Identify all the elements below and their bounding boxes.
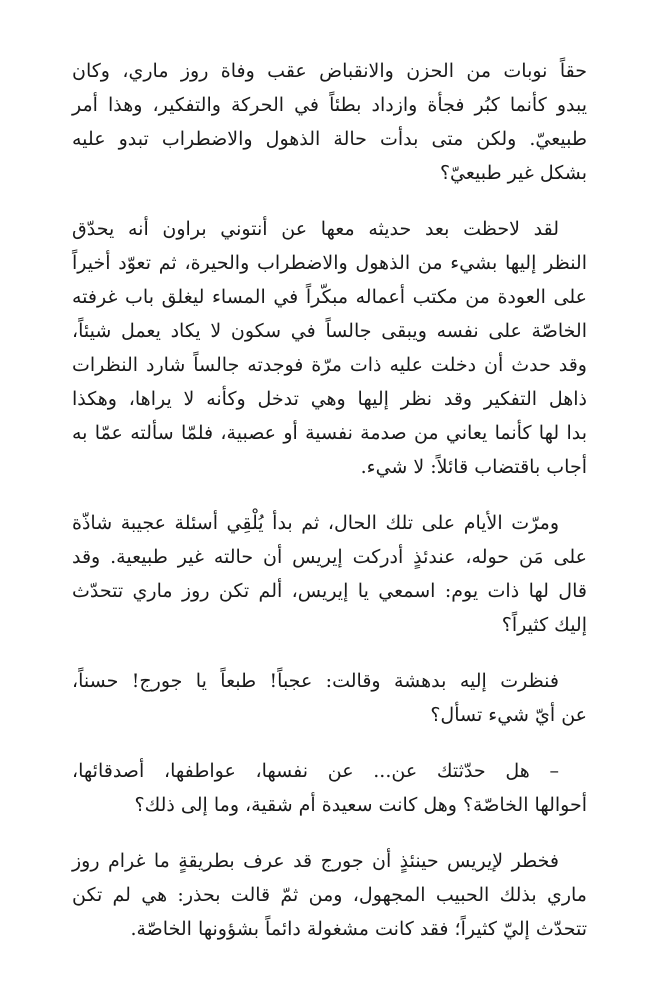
paragraph bbox=[72, 844, 587, 946]
paragraph bbox=[72, 664, 587, 732]
text-line: الخاصّة على نفسه ويبقى جالساً في سكون لا يكاد يعمل شيئاً، bbox=[72, 320, 587, 342]
paragraph bbox=[72, 212, 587, 484]
text-line: طبيعيّ. ولكن متى بدأت حالة الذهول والاضطراب تبدو عليه bbox=[72, 128, 587, 150]
text-line: ماري بذلك الحبيب المجهول، ومن ثمّ قالت بحذر: هي لم تكن bbox=[72, 884, 587, 906]
text-line: – هل حدّثتك عن... عن نفسها، عواطفها، أصدقائها، bbox=[72, 760, 559, 782]
text-line: فنظرت إليه بدهشة وقالت: عجباً! طبعاً يا جورج! حسناً، bbox=[72, 670, 559, 692]
text-line: لقد لاحظت بعد حديثه معها عن أنتوني براون أنه يحدّق bbox=[72, 218, 559, 240]
text-line: ذاهل التفكير وقد نظر إليها وهي تدخل وكأنه لا يراها، وهكذا bbox=[72, 388, 587, 410]
text-line: بشكل غير طبيعيّ؟ bbox=[439, 162, 587, 184]
text-line: وقد حدث أن دخلت عليه ذات مرّة فوجدته جالساً شارد النظرات bbox=[72, 354, 587, 376]
text-line: تتحدّث إليّ كثيراً؛ فقد كانت مشغولة دائماً بشؤونها الخاصّة. bbox=[130, 918, 587, 940]
page-text-body bbox=[72, 54, 587, 946]
paragraph bbox=[72, 754, 587, 822]
text-line: على مَن حوله، عندئذٍ أدركت إيريس أن حالته غير طبيعية. وقد bbox=[72, 546, 587, 568]
text-line: يبدو كأنما كبُر فجأة وازداد بطئاً في الحركة والتفكير، وهذا أمر bbox=[72, 94, 587, 116]
paragraph bbox=[72, 506, 587, 642]
text-line: إليك كثيراً؟ bbox=[501, 614, 587, 636]
paragraph bbox=[72, 54, 587, 190]
text-line: أجاب باقتضاب قائلاً: لا شيء. bbox=[360, 456, 587, 478]
text-line: النظر إليها بشيء من الذهول والاضطراب والحيرة، ثم تعوّد أخيراً bbox=[72, 252, 587, 274]
text-line: فخطر لإيريس حينئذٍ أن جورج قد عرف بطريقةٍ ما غرام روز bbox=[72, 850, 559, 872]
text-line: عن أيّ شيء تسأل؟ bbox=[430, 704, 587, 726]
text-line: ومرّت الأيام على تلك الحال، ثم بدأ يُلْقِي أسئلة عجيبة شاذّة bbox=[72, 512, 559, 534]
text-line: على العودة من مكتب أعماله مبكّراً في المساء ليغلق باب غرفته bbox=[72, 286, 587, 308]
text-line: بدا لها كأنما يعاني من صدمة نفسية أو عصبية، فلمّا سألته عمّا به bbox=[72, 422, 587, 444]
text-line: حقاً نوبات من الحزن والانقباض عقب وفاة روز ماري، وكان bbox=[72, 60, 587, 82]
text-line: قال لها ذات يوم: اسمعي يا إيريس، ألم تكن روز ماري تتحدّث bbox=[72, 580, 587, 602]
text-line: أحوالها الخاصّة؟ وهل كانت سعيدة أم شقية، وما إلى ذلك؟ bbox=[134, 794, 587, 816]
